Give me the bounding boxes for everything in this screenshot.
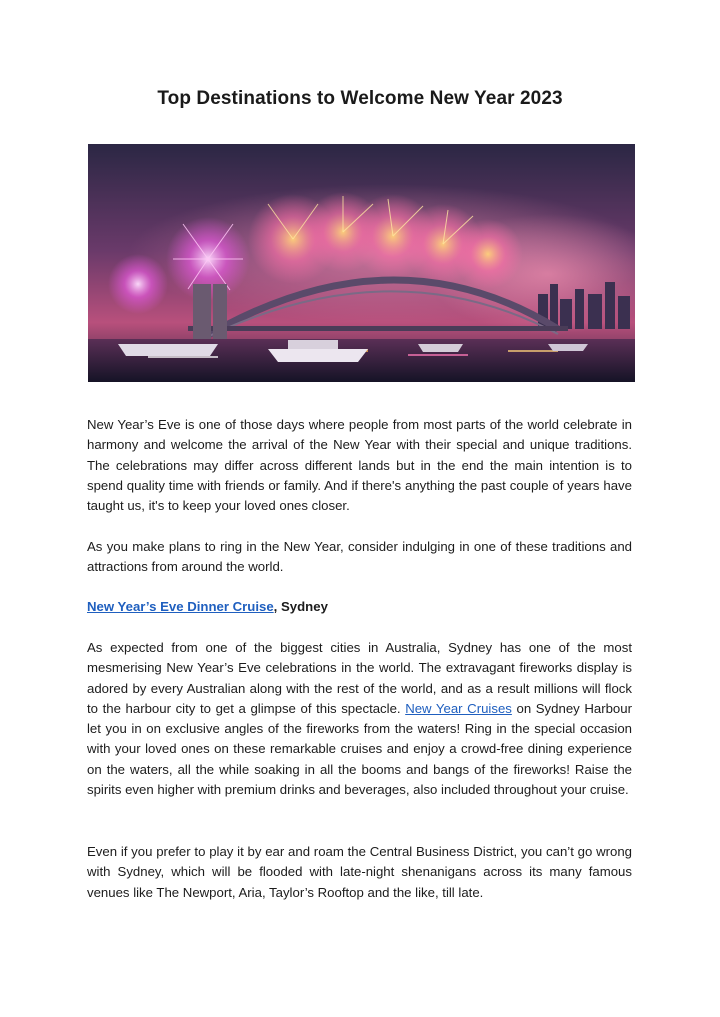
sydney-text-before-link: As expected from one of the biggest cities in Australia, Sydney has one of the most mesmerising New Year’s Eve celebrations in the world. The extravagant fireworks display is adored by every Australian along with the rest of the world, and as a result millions will flock to the harbour city to get a glimpse of this spectacle.	[87, 640, 632, 716]
intro-paragraph: New Year’s Eve is one of those days where people from most parts of the world celebrate in harmony and welcome the arrival of the New Year with their special and unique traditions. The celebrations may differ across different lands but in the end the main intention is to spend quality time with friends or family. And if there's anything the past couple of years have taught us, it's to keep your loved ones closer.	[87, 417, 632, 514]
sydney-paragraph	[87, 638, 632, 800]
section-heading-suffix: , Sydney	[273, 599, 328, 614]
hero-image	[88, 144, 635, 382]
section-heading	[87, 597, 632, 617]
page-title: Top Destinations to Welcome New Year 2023	[157, 88, 563, 109]
sydney-text-after-link: on Sydney Harbour let you in on exclusive angles of the fireworks from the waters! Ring in the special occasion with your loved ones on these remarkable cruises and enjoy a crowd-free dining experience on the waters, all the while soaking in all the booms and bangs of the fireworks! Raise the spirits even higher with premium drinks and beverages, also included throughout your cruise.	[87, 700, 632, 798]
cbd-paragraph: Even if you prefer to play it by ear and roam the Central Business District, you can’t go wrong with Sydney, which will be flooded with late-night shenanigans across its many famous venues like The Newport, Aria, Taylor’s Rooftop and the like, till late.	[87, 844, 632, 900]
plans-paragraph: As you make plans to ring in the New Year, consider indulging in one of these traditions and attractions from around the world.	[87, 539, 632, 575]
dinner-cruise-link[interactable]: New Year’s Eve Dinner Cruise	[87, 599, 274, 614]
fireworks-illustration	[88, 144, 635, 382]
new-year-cruises-link[interactable]: New Year Cruises	[405, 700, 512, 716]
